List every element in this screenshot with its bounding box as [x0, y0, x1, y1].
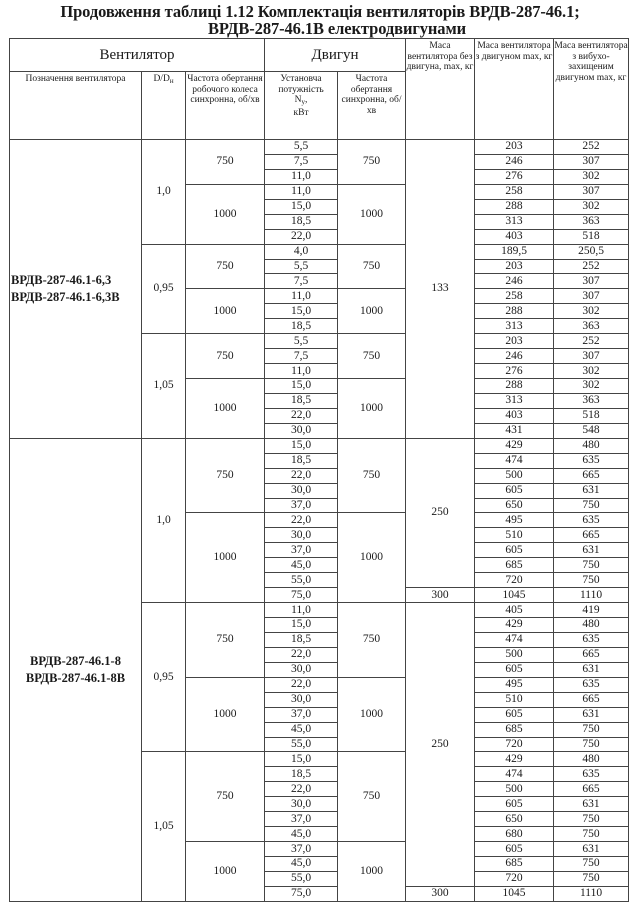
mass-with-motor-value: 510: [475, 528, 554, 543]
ddn-value: 0,95: [142, 244, 186, 334]
ddn-value: 1,0: [142, 140, 186, 245]
motor-speed-value: 1000: [338, 842, 406, 902]
mass-explosion-proof-value: 750: [554, 871, 629, 886]
mass-explosion-proof-value: 1110: [554, 588, 629, 603]
fan-speed-value: 750: [186, 140, 265, 185]
power-value: 37,0: [265, 498, 338, 513]
power-value: 45,0: [265, 827, 338, 842]
power-value: 18,5: [265, 214, 338, 229]
power-value: 18,5: [265, 393, 338, 408]
fan-speed-value: 750: [186, 244, 265, 289]
mass-explosion-proof-value: 750: [554, 857, 629, 872]
power-value: 30,0: [265, 797, 338, 812]
mass-with-motor-value: 313: [475, 393, 554, 408]
mass-explosion-proof-value: 665: [554, 647, 629, 662]
power-value: 45,0: [265, 558, 338, 573]
power-value: 37,0: [265, 543, 338, 558]
fan-designation-line-2: ВРДВ-287-46.1-8В: [25, 670, 126, 685]
power-value: 4,0: [265, 244, 338, 259]
table-row: [10, 140, 629, 155]
mass-explosion-proof-value: 665: [554, 528, 629, 543]
mass-with-motor-value: 288: [475, 379, 554, 394]
mass-explosion-proof-value: 363: [554, 319, 629, 334]
header-mass-with-motor: Маса вентилятора з двигуном max, кг: [475, 39, 554, 140]
mass-explosion-proof-value: 250,5: [554, 244, 629, 259]
mass-with-motor-value: 605: [475, 842, 554, 857]
mass-with-motor-value: 605: [475, 662, 554, 677]
power-value: 5,5: [265, 334, 338, 349]
header-motor-group: Двигун: [265, 39, 406, 72]
mass-explosion-proof-value: 750: [554, 722, 629, 737]
mass-explosion-proof-value: 302: [554, 364, 629, 379]
mass-explosion-proof-value: 252: [554, 140, 629, 155]
mass-with-motor-value: 403: [475, 408, 554, 423]
power-value: 22,0: [265, 229, 338, 244]
mass-no-motor-value: 250: [406, 438, 475, 587]
power-value: 18,5: [265, 632, 338, 647]
header-mass-no-motor: Маса вентилятора без двигуна, max, кг: [406, 39, 475, 140]
motor-speed-value: 750: [338, 752, 406, 842]
ddn-value: 1,05: [142, 334, 186, 439]
header-power: [265, 72, 338, 140]
mass-explosion-proof-value: 419: [554, 603, 629, 618]
motor-speed-value: 1000: [338, 379, 406, 439]
mass-with-motor-value: 650: [475, 812, 554, 827]
power-value: 11,0: [265, 289, 338, 304]
power-value: 22,0: [265, 408, 338, 423]
mass-with-motor-value: 500: [475, 468, 554, 483]
power-value: 11,0: [265, 184, 338, 199]
fan-speed-value: 1000: [186, 677, 265, 752]
power-value: 11,0: [265, 364, 338, 379]
fan-speed-value: 1000: [186, 513, 265, 603]
power-value: 15,0: [265, 199, 338, 214]
mass-explosion-proof-value: 307: [554, 274, 629, 289]
table-caption-line-2: ВРДВ-287-46.1В електродвигунами: [208, 19, 466, 38]
power-value: 15,0: [265, 379, 338, 394]
mass-with-motor-value: 605: [475, 543, 554, 558]
mass-explosion-proof-value: 302: [554, 304, 629, 319]
fan-speed-value: 750: [186, 752, 265, 842]
header-ddn-label: D/D: [153, 74, 170, 85]
mass-explosion-proof-value: 307: [554, 289, 629, 304]
header-power-unit: кВт: [293, 107, 309, 118]
mass-with-motor-value: 1045: [475, 886, 554, 901]
table-row: [10, 438, 629, 453]
mass-explosion-proof-value: 518: [554, 229, 629, 244]
header-fan-group: Вентилятор: [10, 39, 265, 72]
mass-with-motor-value: 474: [475, 767, 554, 782]
mass-with-motor-value: 403: [475, 229, 554, 244]
motor-speed-value: 750: [338, 603, 406, 678]
power-value: 18,5: [265, 767, 338, 782]
mass-with-motor-value: 313: [475, 319, 554, 334]
mass-with-motor-value: 258: [475, 289, 554, 304]
fan-designation-line-1: ВРДВ-287-46.1-6,3: [11, 272, 112, 287]
power-value: 22,0: [265, 513, 338, 528]
table-caption: [0, 3, 640, 37]
mass-with-motor-value: 605: [475, 707, 554, 722]
mass-with-motor-value: 720: [475, 871, 554, 886]
power-value: 37,0: [265, 812, 338, 827]
mass-with-motor-value: 288: [475, 304, 554, 319]
mass-with-motor-value: 685: [475, 857, 554, 872]
mass-with-motor-value: 605: [475, 797, 554, 812]
header-mass-explosion-proof: Маса вентилятора з вибухо-захищеним двигуном max, кг: [554, 39, 629, 140]
fan-designation: [10, 140, 142, 439]
mass-no-motor-value: 133: [406, 140, 475, 439]
header-fan-speed: Частота обертання робочого колеса синхронна, об/хв: [186, 72, 265, 140]
ddn-value: 0,95: [142, 603, 186, 752]
mass-explosion-proof-value: 480: [554, 618, 629, 633]
mass-with-motor-value: 431: [475, 423, 554, 438]
mass-with-motor-value: 495: [475, 513, 554, 528]
power-value: 7,5: [265, 154, 338, 169]
mass-explosion-proof-value: 750: [554, 558, 629, 573]
power-value: 55,0: [265, 871, 338, 886]
mass-with-motor-value: 288: [475, 199, 554, 214]
power-value: 11,0: [265, 169, 338, 184]
mass-with-motor-value: 405: [475, 603, 554, 618]
fan-speed-value: 1000: [186, 842, 265, 902]
power-value: 15,0: [265, 618, 338, 633]
fan-speed-value: 1000: [186, 289, 265, 334]
mass-with-motor-value: 685: [475, 558, 554, 573]
power-value: 18,5: [265, 319, 338, 334]
header-power-comma: ,: [305, 95, 308, 106]
mass-explosion-proof-value: 307: [554, 184, 629, 199]
mass-with-motor-value: 429: [475, 438, 554, 453]
fan-speed-value: 1000: [186, 184, 265, 244]
power-value: 18,5: [265, 453, 338, 468]
power-value: 7,5: [265, 274, 338, 289]
power-value: 75,0: [265, 886, 338, 901]
mass-explosion-proof-value: 631: [554, 662, 629, 677]
motor-speed-value: 750: [338, 334, 406, 379]
mass-explosion-proof-value: 665: [554, 468, 629, 483]
power-value: 22,0: [265, 647, 338, 662]
ddn-value: 1,05: [142, 752, 186, 901]
power-value: 30,0: [265, 692, 338, 707]
mass-explosion-proof-value: 635: [554, 632, 629, 647]
motor-speed-value: 750: [338, 438, 406, 513]
mass-explosion-proof-value: 635: [554, 677, 629, 692]
mass-explosion-proof-value: 302: [554, 199, 629, 214]
mass-with-motor-value: 495: [475, 677, 554, 692]
mass-explosion-proof-value: 635: [554, 453, 629, 468]
mass-explosion-proof-value: 363: [554, 393, 629, 408]
power-value: 22,0: [265, 677, 338, 692]
mass-explosion-proof-value: 548: [554, 423, 629, 438]
power-value: 15,0: [265, 752, 338, 767]
power-value: 55,0: [265, 573, 338, 588]
power-value: 30,0: [265, 662, 338, 677]
mass-explosion-proof-value: 302: [554, 379, 629, 394]
mass-with-motor-value: 474: [475, 632, 554, 647]
mass-explosion-proof-value: 631: [554, 797, 629, 812]
fan-speed-value: 1000: [186, 379, 265, 439]
mass-with-motor-value: 429: [475, 618, 554, 633]
mass-with-motor-value: 1045: [475, 588, 554, 603]
mass-explosion-proof-value: 302: [554, 169, 629, 184]
mass-with-motor-value: 203: [475, 334, 554, 349]
header-designation: Позначення вентилятора: [10, 72, 142, 140]
mass-explosion-proof-value: 665: [554, 692, 629, 707]
mass-explosion-proof-value: 665: [554, 782, 629, 797]
mass-with-motor-value: 510: [475, 692, 554, 707]
mass-with-motor-value: 650: [475, 498, 554, 513]
mass-explosion-proof-value: 750: [554, 498, 629, 513]
power-value: 75,0: [265, 588, 338, 603]
fan-designation: [10, 438, 142, 901]
power-value: 55,0: [265, 737, 338, 752]
mass-with-motor-value: 203: [475, 140, 554, 155]
mass-explosion-proof-value: 750: [554, 812, 629, 827]
mass-with-motor-value: 429: [475, 752, 554, 767]
mass-with-motor-value: 720: [475, 573, 554, 588]
mass-with-motor-value: 246: [475, 349, 554, 364]
fan-speed-value: 750: [186, 603, 265, 678]
mass-explosion-proof-value: 631: [554, 483, 629, 498]
fan-motor-table: [9, 38, 629, 902]
header-power-symbol: N: [294, 95, 302, 106]
power-value: 22,0: [265, 468, 338, 483]
power-value: 5,5: [265, 140, 338, 155]
mass-with-motor-value: 474: [475, 453, 554, 468]
mass-with-motor-value: 276: [475, 364, 554, 379]
mass-with-motor-value: 605: [475, 483, 554, 498]
motor-speed-value: 750: [338, 140, 406, 185]
mass-explosion-proof-value: 631: [554, 842, 629, 857]
mass-no-motor-value: 300: [406, 588, 475, 603]
mass-with-motor-value: 189,5: [475, 244, 554, 259]
mass-with-motor-value: 246: [475, 274, 554, 289]
mass-with-motor-value: 500: [475, 647, 554, 662]
motor-speed-value: 1000: [338, 513, 406, 603]
power-value: 15,0: [265, 438, 338, 453]
motor-speed-value: 750: [338, 244, 406, 289]
ddn-value: 1,0: [142, 438, 186, 602]
motor-speed-value: 1000: [338, 289, 406, 334]
mass-explosion-proof-value: 635: [554, 767, 629, 782]
power-value: 37,0: [265, 842, 338, 857]
fan-speed-value: 750: [186, 438, 265, 513]
mass-explosion-proof-value: 750: [554, 573, 629, 588]
power-value: 45,0: [265, 722, 338, 737]
power-value: 15,0: [265, 304, 338, 319]
header-motor-speed: Частота обертання синхронна, об/хв: [338, 72, 406, 140]
power-value: 30,0: [265, 483, 338, 498]
power-value: 11,0: [265, 603, 338, 618]
mass-explosion-proof-value: 307: [554, 154, 629, 169]
header-power-label: Установча потужність: [278, 74, 324, 95]
mass-explosion-proof-value: 307: [554, 349, 629, 364]
power-value: 45,0: [265, 857, 338, 872]
mass-with-motor-value: 203: [475, 259, 554, 274]
mass-explosion-proof-value: 631: [554, 707, 629, 722]
power-value: 22,0: [265, 782, 338, 797]
mass-with-motor-value: 313: [475, 214, 554, 229]
mass-explosion-proof-value: 750: [554, 827, 629, 842]
motor-speed-value: 1000: [338, 184, 406, 244]
fan-designation-line-1: ВРДВ-287-46.1-8: [30, 653, 121, 668]
mass-with-motor-value: 246: [475, 154, 554, 169]
fan-designation-line-2: ВРДВ-287-46.1-6,3В: [11, 289, 120, 304]
mass-explosion-proof-value: 252: [554, 334, 629, 349]
mass-explosion-proof-value: 635: [554, 513, 629, 528]
mass-with-motor-value: 500: [475, 782, 554, 797]
mass-explosion-proof-value: 363: [554, 214, 629, 229]
mass-explosion-proof-value: 480: [554, 752, 629, 767]
mass-no-motor-value: 300: [406, 886, 475, 901]
mass-explosion-proof-value: 631: [554, 543, 629, 558]
table-body: [10, 140, 629, 902]
mass-with-motor-value: 720: [475, 737, 554, 752]
mass-with-motor-value: 680: [475, 827, 554, 842]
table-caption-line-1: Продовження таблиці 1.12 Комплектація вентиляторів ВРДВ-287-46.1;: [60, 2, 580, 21]
header-ddn: [142, 72, 186, 140]
mass-explosion-proof-value: 518: [554, 408, 629, 423]
power-value: 30,0: [265, 528, 338, 543]
mass-no-motor-value: 250: [406, 603, 475, 887]
power-value: 30,0: [265, 423, 338, 438]
motor-speed-value: 1000: [338, 677, 406, 752]
power-value: 37,0: [265, 707, 338, 722]
mass-with-motor-value: 276: [475, 169, 554, 184]
mass-explosion-proof-value: 750: [554, 737, 629, 752]
mass-explosion-proof-value: 480: [554, 438, 629, 453]
power-value: 7,5: [265, 349, 338, 364]
mass-with-motor-value: 258: [475, 184, 554, 199]
header-power-subscript: у: [301, 98, 306, 107]
mass-explosion-proof-value: 1110: [554, 886, 629, 901]
power-value: 5,5: [265, 259, 338, 274]
fan-speed-value: 750: [186, 334, 265, 379]
mass-with-motor-value: 685: [475, 722, 554, 737]
mass-explosion-proof-value: 252: [554, 259, 629, 274]
header-ddn-subscript: н: [169, 77, 174, 86]
